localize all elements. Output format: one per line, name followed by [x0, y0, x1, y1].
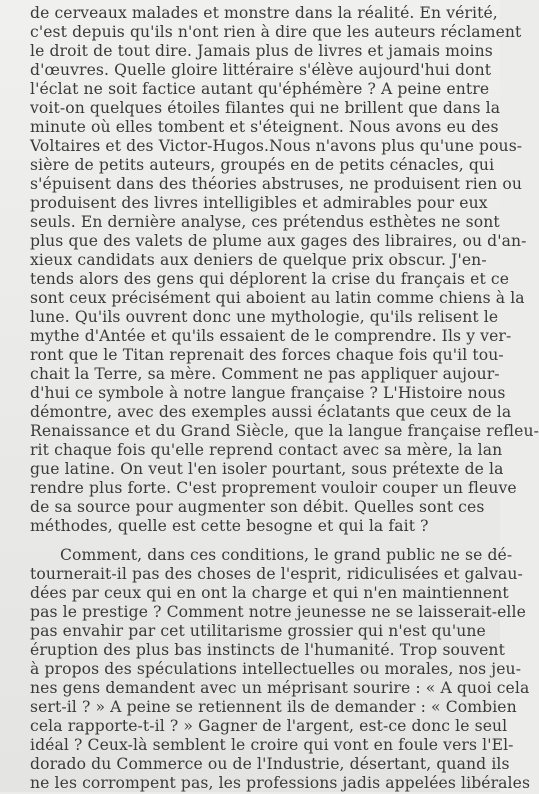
text-line: minute où elles tombent et s'éteignent. Nous avons eu des	[30, 118, 499, 136]
paragraph-first-line: Comment, dans ces conditions, le grand public ne se dé-	[60, 546, 513, 564]
text-line: Voltaires et des Victor-Hugos.Nous n'avons plus qu'une pous-	[30, 137, 523, 155]
text-line: dées par ceux qui en ont la charge et qui n'en maintiennent	[30, 584, 509, 602]
text-line: produisent des livres intelligibles et admirables pour eux	[30, 194, 488, 212]
text-line: s'épuisent dans des théories abstruses, ne produisent rien ou	[30, 175, 522, 193]
text-line: seuls. En dernière analyse, ces prétendus esthètes ne sont	[30, 213, 500, 231]
text-line: tournerait-il pas des choses de l'esprit, ridiculisées et galvau-	[30, 565, 523, 583]
text-line: lune. Qu'ils ouvrent donc une mythologie, qu'ils relisent le	[30, 308, 499, 326]
text-line: le droit de tout dire. Jamais plus de livres et jamais moins	[30, 42, 493, 60]
text-line: plus que des valets de plume aux gages des libraires, ou d'an-	[30, 232, 527, 250]
text-line: ne les corrompent pas, les professions jadis appelées libérales	[30, 774, 531, 792]
text-line: démontre, avec des exemples aussi éclatants que ceux de la	[30, 403, 512, 421]
text-line: chait la Terre, sa mère. Comment ne pas appliquer aujour-	[30, 365, 500, 383]
text-line: sont ceux précisément qui aboient au latin comme chiens à la	[30, 289, 525, 307]
text-line: éruption des plus bas instincts de l'humanité. Trop souvent	[30, 641, 505, 659]
text-line: ront que le Titan reprenait des forces chaque fois qu'il tou-	[30, 346, 504, 364]
paragraph-last-line: méthodes, quelle est cette besogne et qui la fait ?	[30, 517, 429, 535]
text-line: pas le prestige ? Comment notre jeunesse ne se laisserait-elle	[30, 603, 526, 621]
text-line: de sa source pour augmenter son débit. Quelles sont ces	[30, 498, 485, 516]
text-line: sert-il ? » A peine se retiennent ils de demander : « Combien	[30, 698, 517, 716]
text-line: l'éclat ne soit factice autant qu'éphémère ? A peine entre	[30, 80, 490, 98]
text-line: Renaissance et du Grand Siècle, que la langue française refleu-	[30, 422, 539, 440]
text-line: sière de petits auteurs, groupés en de petits cénacles, qui	[30, 156, 495, 174]
text-line: dorado du Commerce ou de l'Industrie, désertant, quand ils	[30, 755, 510, 773]
text-line: tends alors des gens qui déplorent la crise du français et ce	[30, 270, 510, 288]
text-line: pas envahir par cet utilitarisme grossier qui n'est qu'une	[30, 622, 486, 640]
text-line: de cerveaux malades et monstre dans la réalité. En vérité,	[30, 4, 498, 22]
text-line: idéal ? Ceux-là semblent le croire qui vont en foule vers l'El-	[30, 736, 514, 754]
text-line: cela rapporte-t-il ? » Gagner de l'argent, est-ce donc le seul	[30, 717, 508, 735]
text-line: rendre plus forte. C'est proprement vouloir couper un fleuve	[30, 479, 517, 497]
text-line: xieux candidats aux deniers de quelque prix obscur. J'en-	[30, 251, 487, 269]
text-line: à propos des spéculations intellectuelles ou morales, nos jeu-	[30, 660, 522, 678]
text-line: nes gens demandent avec un méprisant sourire : « A quoi cela	[30, 679, 530, 697]
text-line: rit chaque fois qu'elle reprend contact avec sa mère, la lan	[30, 441, 503, 459]
text-line: d'hui ce symbole à notre langue française ? L'Histoire nous	[30, 384, 506, 402]
text-line: d'œuvres. Quelle gloire littéraire s'élève aujourd'hui dont	[30, 61, 492, 79]
text-line: voit-on quelques étoiles filantes qui ne brillent que dans la	[30, 99, 501, 117]
text-line: mythe d'Antée et qu'ils essaient de le comprendre. Ils y ver-	[30, 327, 512, 345]
text-line: c'est depuis qu'ils n'ont rien à dire que les auteurs réclament	[30, 23, 522, 41]
text-line: gue latine. On veut l'en isoler pourtant, sous prétexte de la	[30, 460, 504, 478]
